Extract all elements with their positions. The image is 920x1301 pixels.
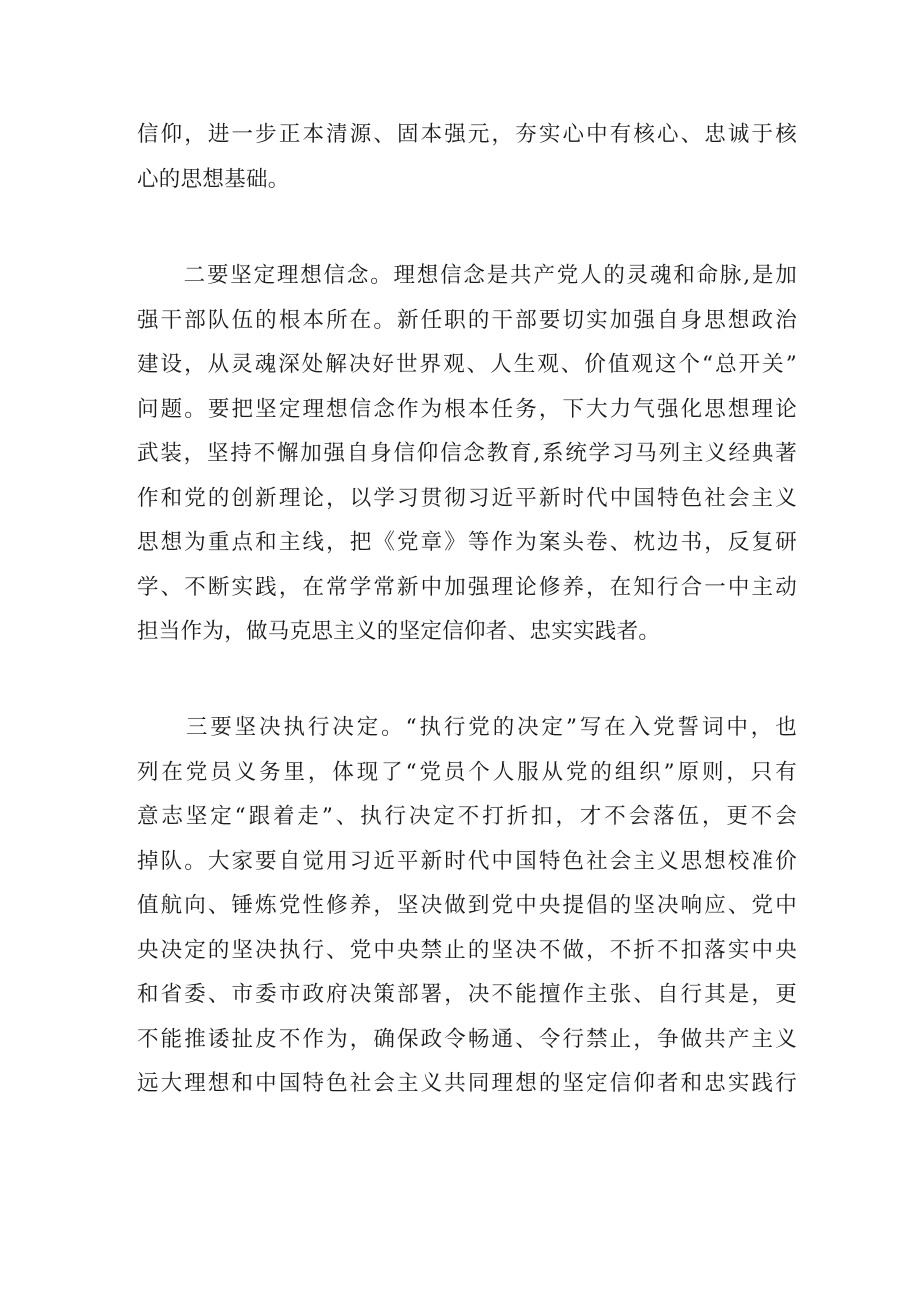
text-line: 三要坚决执行决定。“执行党的决定”写在入党誓词中，也 xyxy=(137,715,797,740)
paragraph-execute-decisions xyxy=(137,706,797,1107)
text-line: 值航向、锤炼党性修养，坚决做到党中央提倡的坚决响应、党中 xyxy=(137,893,797,918)
text-line: 列在党员义务里，体现了“党员个人服从党的组织”原则，只有 xyxy=(137,759,797,785)
text-line: 学、不断实践，在常学常新中加强理论修养，在知行合一中主动 xyxy=(137,574,797,600)
text-line: 信仰，进一步正本清源、固本强元，夯实心中有核心、忠诚于核 xyxy=(137,122,797,147)
text-line: 心的思想基础。 xyxy=(137,166,290,192)
text-line: 建设，从灵魂深处解决好世界观、人生观、价值观这个“总开关” xyxy=(137,352,797,377)
text-line: 央决定的坚决执行、党中央禁止的坚决不做，不折不扣落实中央 xyxy=(137,937,797,963)
text-line: 问题。要把坚定理想信念作为根本任务，下大力气强化思想理论 xyxy=(137,396,797,422)
text-line: 意志坚定“跟着走”、执行决定不打折扣，才不会落伍，更不会 xyxy=(137,804,797,829)
text-line: 掉队。大家要自觉用习近平新时代中国特色社会主义思想校准价 xyxy=(137,848,797,874)
paragraph-ideals-beliefs xyxy=(137,254,797,655)
text-line: 二要坚定理想信念。理想信念是共产党人的灵魂和命脉,是加 xyxy=(137,263,797,288)
paragraph-continuation xyxy=(137,113,797,202)
text-line: 思想为重点和主线，把《党章》等作为案头卷、枕边书，反复研 xyxy=(137,530,797,555)
text-line: 和省委、市委市政府决策部署，决不能擅作主张、自行其是，更 xyxy=(137,982,797,1007)
text-line: 担当作为，做马克思主义的坚定信仰者、忠实实践者。 xyxy=(137,619,661,644)
text-line: 作和党的创新理论，以学习贯彻习近平新时代中国特色社会主义 xyxy=(137,485,797,511)
text-line: 远大理想和中国特色社会主义共同理想的坚定信仰者和忠实践行 xyxy=(137,1071,797,1096)
text-line: 不能推诿扯皮不作为，确保政令畅通、令行禁止，争做共产主义 xyxy=(137,1026,797,1052)
text-line: 强干部队伍的根本所在。新任职的干部要切实加强自身思想政治 xyxy=(137,307,797,333)
text-line: 武装，坚持不懈加强自身信仰信念教育,系统学习马列主义经典著 xyxy=(137,441,797,466)
